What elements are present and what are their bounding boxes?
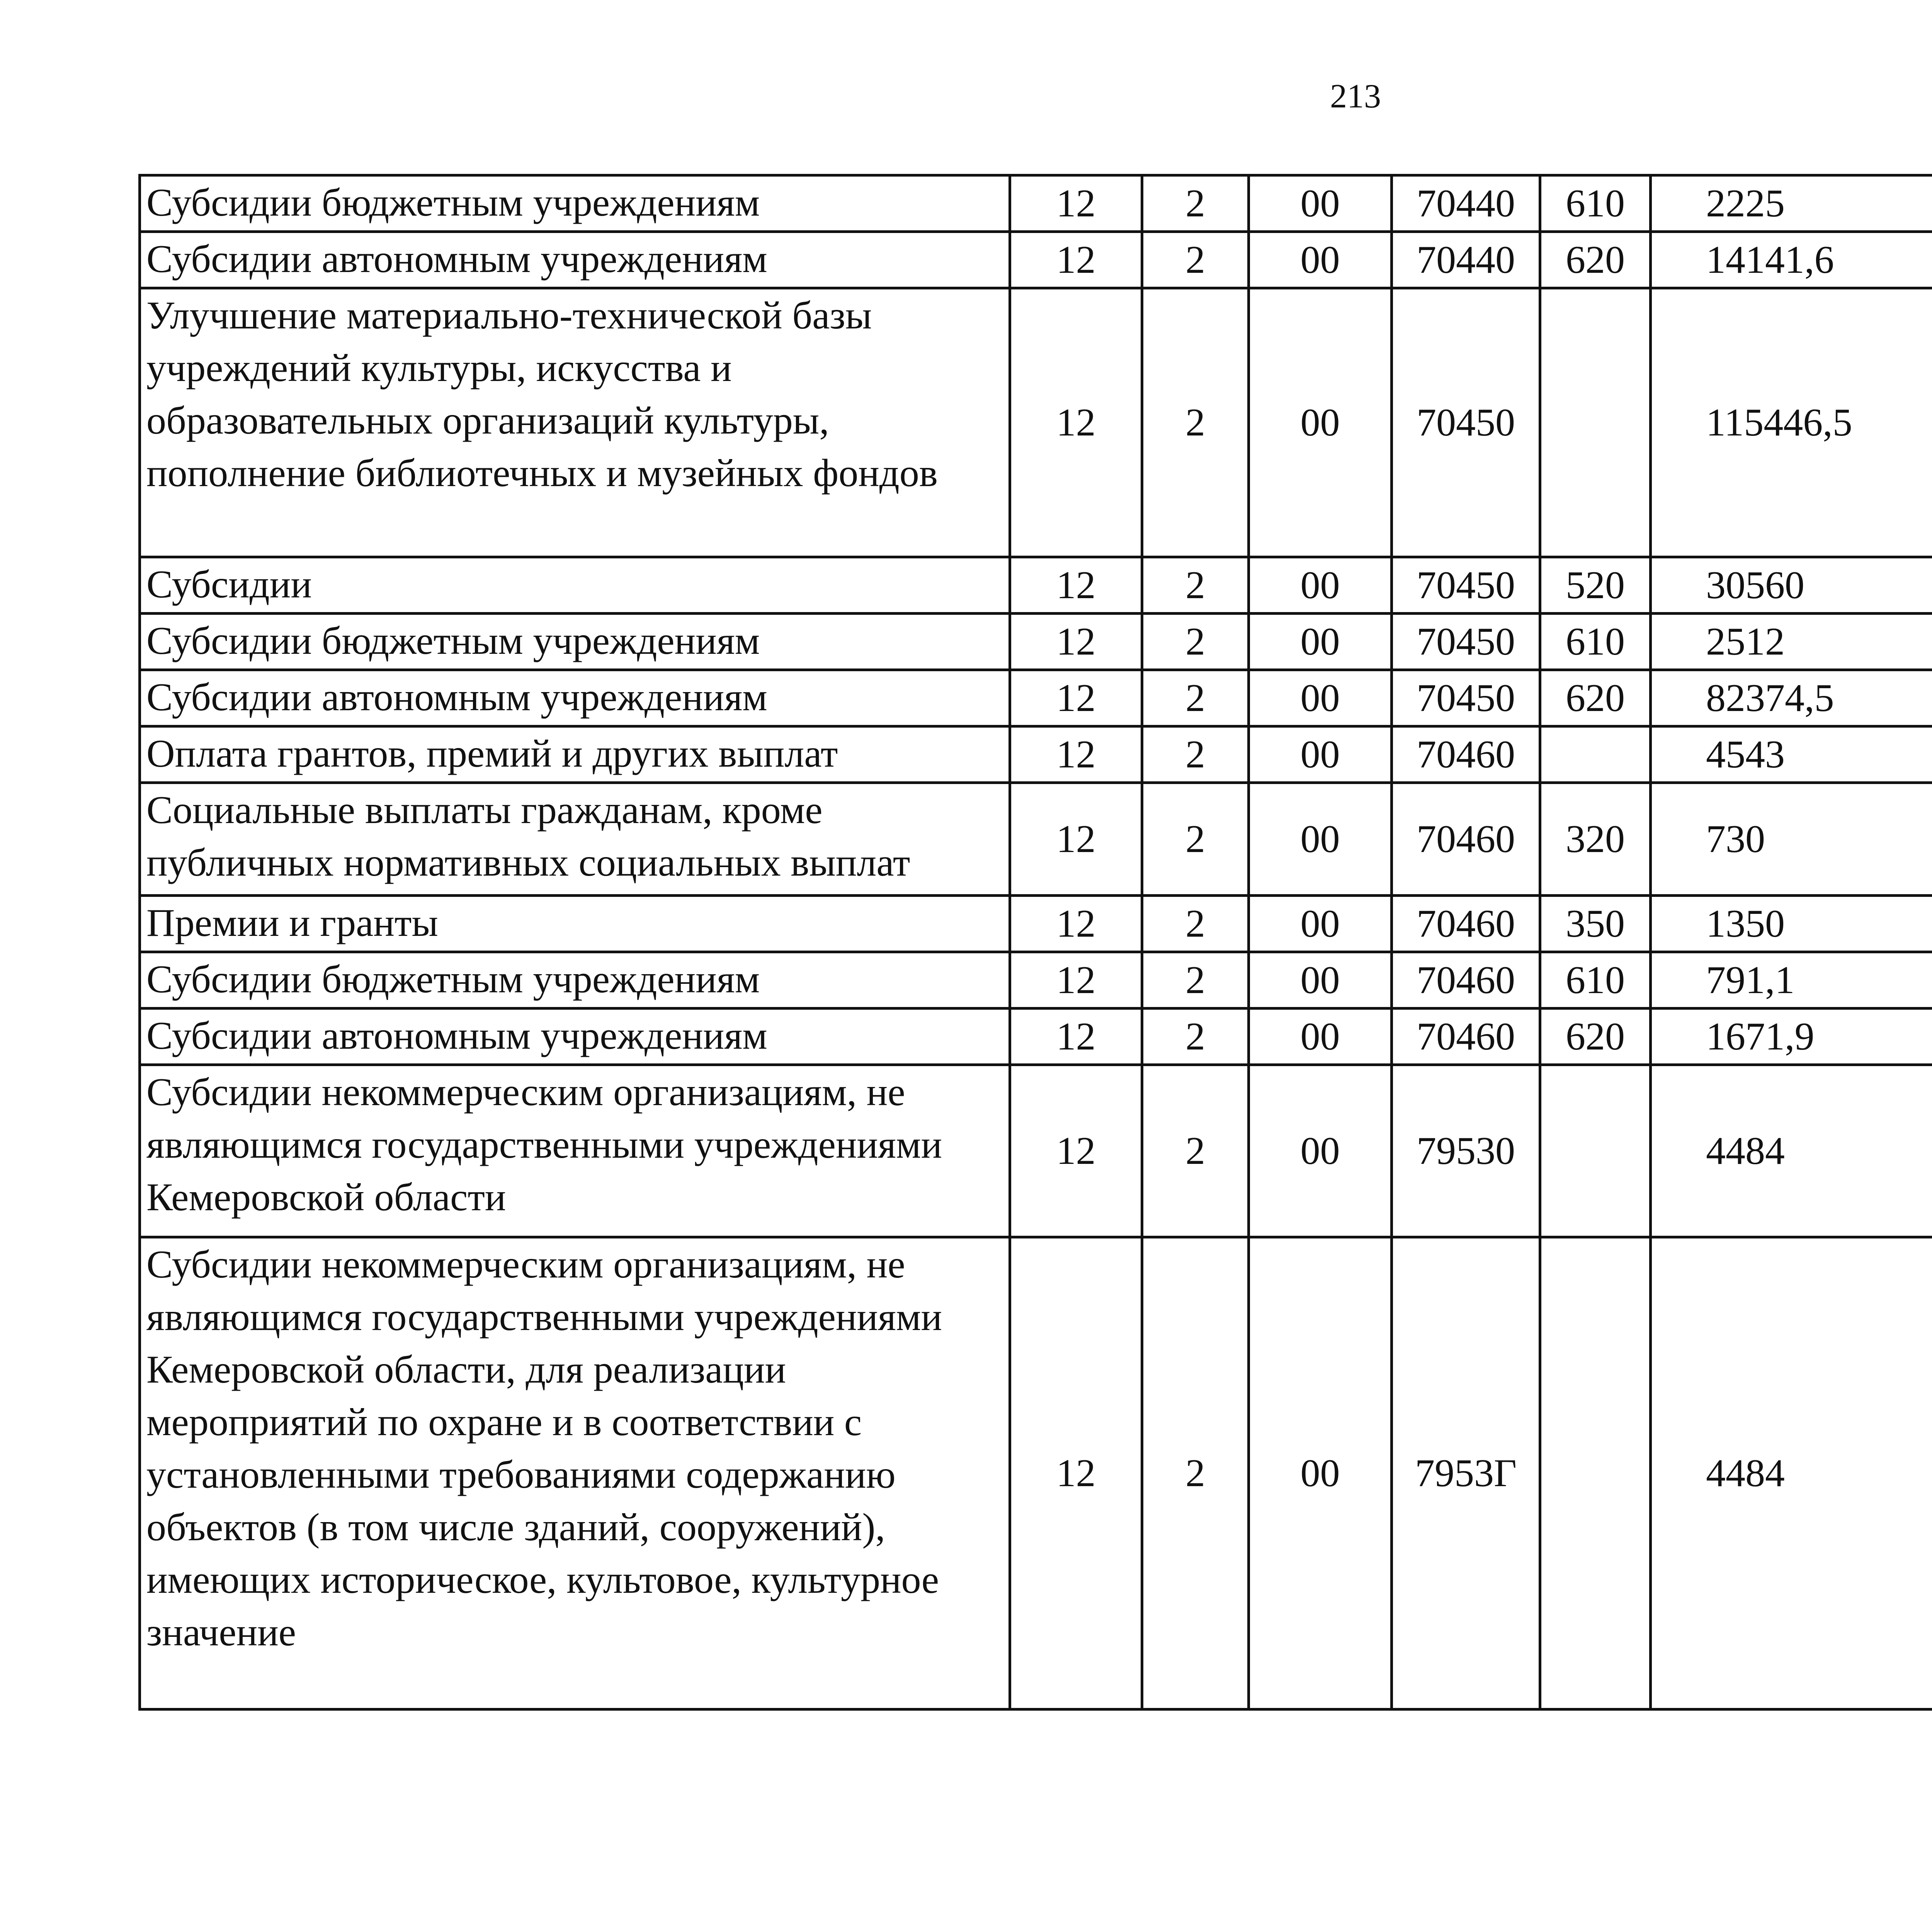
code-direction: 70450 bbox=[1392, 557, 1540, 614]
row-name: Субсидии некоммерческим организациям, не являющимся государственными учреждениями Кемеровской области bbox=[140, 1065, 1010, 1237]
code-direction: 70450 bbox=[1392, 614, 1540, 670]
code-section: 12 bbox=[1010, 1065, 1142, 1237]
code-section: 12 bbox=[1010, 670, 1142, 726]
code-event: 00 bbox=[1249, 783, 1392, 896]
code-event: 00 bbox=[1249, 670, 1392, 726]
table-row bbox=[140, 952, 1932, 1009]
amount-year-1: 1350 bbox=[1651, 896, 1932, 952]
code-direction: 70460 bbox=[1392, 896, 1540, 952]
row-name: Субсидии автономным учреждениям bbox=[140, 1009, 1010, 1065]
budget-table bbox=[138, 174, 1932, 1711]
amount-year-1: 791,1 bbox=[1651, 952, 1932, 1009]
amount-year-1: 115446,5 bbox=[1651, 288, 1932, 557]
code-direction: 70450 bbox=[1392, 670, 1540, 726]
code-section: 12 bbox=[1010, 557, 1142, 614]
row-name: Премии и гранты bbox=[140, 896, 1010, 952]
code-subprogram: 2 bbox=[1142, 1237, 1249, 1709]
code-expense-type: 610 bbox=[1540, 175, 1651, 232]
code-event: 00 bbox=[1249, 896, 1392, 952]
code-section: 12 bbox=[1010, 232, 1142, 288]
table-row bbox=[140, 232, 1932, 288]
code-subprogram: 2 bbox=[1142, 670, 1249, 726]
code-subprogram: 2 bbox=[1142, 1065, 1249, 1237]
table-row bbox=[140, 557, 1932, 614]
code-section: 12 bbox=[1010, 1237, 1142, 1709]
row-name: Субсидии bbox=[140, 557, 1010, 614]
code-section: 12 bbox=[1010, 175, 1142, 232]
code-section: 12 bbox=[1010, 1009, 1142, 1065]
amount-year-1: 14141,6 bbox=[1651, 232, 1932, 288]
row-name: Субсидии некоммерческим организациям, не являющимся государственными учреждениями Кемеровской области, для реализации мероприятий по охране и в соответствии с установленными требованиями содержанию объектов (в том числе зданий, сооружений), имеющих историческое, культовое, культурное значение bbox=[140, 1237, 1010, 1709]
amount-year-1: 730 bbox=[1651, 783, 1932, 896]
amount-year-1: 4543 bbox=[1651, 726, 1932, 783]
table-row bbox=[140, 1237, 1932, 1709]
row-name: Субсидии автономным учреждениям bbox=[140, 670, 1010, 726]
code-direction: 70440 bbox=[1392, 175, 1540, 232]
code-direction: 70440 bbox=[1392, 232, 1540, 288]
code-subprogram: 2 bbox=[1142, 175, 1249, 232]
row-name: Социальные выплаты гражданам, кроме публичных нормативных социальных выплат bbox=[140, 783, 1010, 896]
table-row bbox=[140, 783, 1932, 896]
code-event: 00 bbox=[1249, 952, 1392, 1009]
code-expense-type bbox=[1540, 726, 1651, 783]
table-row bbox=[140, 670, 1932, 726]
table-row bbox=[140, 614, 1932, 670]
code-expense-type: 350 bbox=[1540, 896, 1651, 952]
code-event: 00 bbox=[1249, 726, 1392, 783]
code-direction: 70460 bbox=[1392, 952, 1540, 1009]
code-event: 00 bbox=[1249, 1065, 1392, 1237]
code-event: 00 bbox=[1249, 288, 1392, 557]
amount-year-1: 4484 bbox=[1651, 1237, 1932, 1709]
code-direction: 70460 bbox=[1392, 726, 1540, 783]
row-name: Оплата грантов, премий и других выплат bbox=[140, 726, 1010, 783]
table-row bbox=[140, 288, 1932, 557]
code-direction: 70460 bbox=[1392, 783, 1540, 896]
code-event: 00 bbox=[1249, 557, 1392, 614]
code-subprogram: 2 bbox=[1142, 1009, 1249, 1065]
amount-year-1: 30560 bbox=[1651, 557, 1932, 614]
code-section: 12 bbox=[1010, 952, 1142, 1009]
code-expense-type: 620 bbox=[1540, 1009, 1651, 1065]
code-expense-type: 620 bbox=[1540, 670, 1651, 726]
code-event: 00 bbox=[1249, 232, 1392, 288]
code-direction: 7953Г bbox=[1392, 1237, 1540, 1709]
table-row bbox=[140, 1009, 1932, 1065]
code-expense-type: 520 bbox=[1540, 557, 1651, 614]
code-subprogram: 2 bbox=[1142, 952, 1249, 1009]
code-section: 12 bbox=[1010, 614, 1142, 670]
row-name: Субсидии бюджетным учреждениям bbox=[140, 952, 1010, 1009]
code-expense-type bbox=[1540, 1065, 1651, 1237]
code-expense-type bbox=[1540, 1237, 1651, 1709]
table-row bbox=[140, 896, 1932, 952]
row-name: Улучшение материально-технической базы учреждений культуры, искусства и образовательных организаций культуры, пополнение библиотечных и музейных фондов bbox=[140, 288, 1010, 557]
code-section: 12 bbox=[1010, 783, 1142, 896]
code-direction: 70450 bbox=[1392, 288, 1540, 557]
code-subprogram: 2 bbox=[1142, 896, 1249, 952]
code-direction: 70460 bbox=[1392, 1009, 1540, 1065]
code-subprogram: 2 bbox=[1142, 232, 1249, 288]
code-expense-type: 610 bbox=[1540, 952, 1651, 1009]
code-expense-type: 620 bbox=[1540, 232, 1651, 288]
amount-year-1: 1671,9 bbox=[1651, 1009, 1932, 1065]
table-row bbox=[140, 726, 1932, 783]
code-section: 12 bbox=[1010, 896, 1142, 952]
code-direction: 79530 bbox=[1392, 1065, 1540, 1237]
code-section: 12 bbox=[1010, 726, 1142, 783]
code-subprogram: 2 bbox=[1142, 288, 1249, 557]
amount-year-1: 2512 bbox=[1651, 614, 1932, 670]
code-expense-type: 610 bbox=[1540, 614, 1651, 670]
code-subprogram: 2 bbox=[1142, 614, 1249, 670]
code-subprogram: 2 bbox=[1142, 726, 1249, 783]
code-event: 00 bbox=[1249, 1237, 1392, 1709]
amount-year-1: 2225 bbox=[1651, 175, 1932, 232]
code-section: 12 bbox=[1010, 288, 1142, 557]
row-name: Субсидии бюджетным учреждениям bbox=[140, 175, 1010, 232]
code-event: 00 bbox=[1249, 1009, 1392, 1065]
code-expense-type: 320 bbox=[1540, 783, 1651, 896]
row-name: Субсидии бюджетным учреждениям bbox=[140, 614, 1010, 670]
amount-year-1: 82374,5 bbox=[1651, 670, 1932, 726]
code-subprogram: 2 bbox=[1142, 557, 1249, 614]
amount-year-1: 4484 bbox=[1651, 1065, 1932, 1237]
table-row bbox=[140, 175, 1932, 232]
code-subprogram: 2 bbox=[1142, 783, 1249, 896]
code-event: 00 bbox=[1249, 175, 1392, 232]
code-event: 00 bbox=[1249, 614, 1392, 670]
row-name: Субсидии автономным учреждениям bbox=[140, 232, 1010, 288]
code-expense-type bbox=[1540, 288, 1651, 557]
page-number: 213 bbox=[1330, 78, 1381, 115]
table-row bbox=[140, 1065, 1932, 1237]
